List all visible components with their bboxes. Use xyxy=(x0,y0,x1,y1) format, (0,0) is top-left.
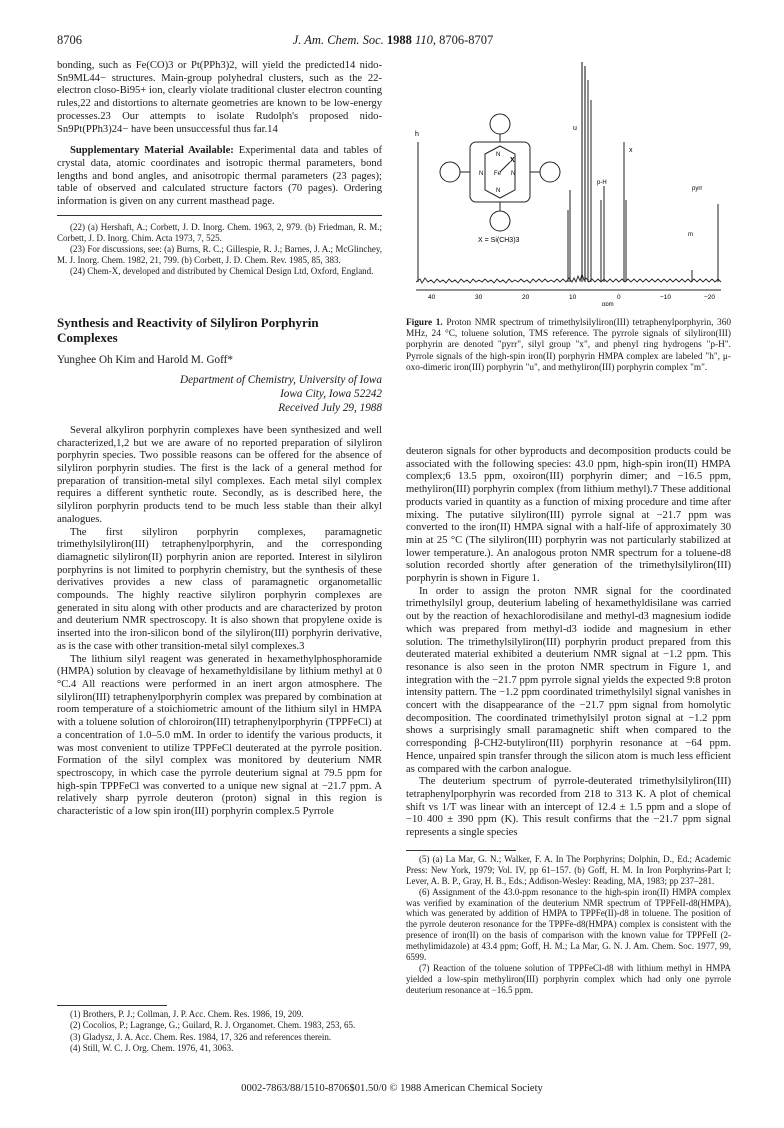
reference: (22) (a) Hershaft, A.; Corbett, J. D. Inorg. Chem. 1963, 2, 979. (b) Friedman, R. M.; Corbett, J. D. Inorg. Chim. Acta 1973, 7, 525. xyxy=(57,221,382,243)
reference: (2) Cocolios, P.; Lagrange, G.; Guilard, R. J. Organomet. Chem. 1983, 253, 65. xyxy=(70,1020,356,1031)
received-date: Received July 29, 1988 xyxy=(278,402,382,415)
copyright-footer: 0002-7863/88/1510-8706$01.50/0 © 1988 American Chemical Society xyxy=(241,1083,543,1094)
article-title: Synthesis and Reactivity of Silyliron Porphyrin Complexes xyxy=(57,314,319,346)
journal-pages: 8706-8707 xyxy=(439,33,494,47)
x-axis-ticks xyxy=(428,294,715,301)
journal-volume: 110, xyxy=(415,33,436,47)
label-h: h xyxy=(415,131,419,138)
journal-name: J. Am. Chem. Soc. xyxy=(292,33,384,47)
supplementary-material xyxy=(57,145,382,209)
divider xyxy=(57,215,382,216)
reference: (3) Gladysz, J. A. Acc. Chem. Res. 1984, 17, 326 and references therein. xyxy=(70,1031,332,1042)
running-header xyxy=(57,33,729,53)
label-u: u xyxy=(573,125,577,132)
tick-label: −20 xyxy=(704,294,716,301)
divider xyxy=(406,850,516,851)
label-m: m xyxy=(688,232,693,238)
divider xyxy=(57,1005,167,1006)
tick-label: 30 xyxy=(475,294,483,301)
figure-caption xyxy=(406,318,731,374)
affiliation xyxy=(57,374,382,401)
phenyl-ring xyxy=(540,162,560,182)
n-atom: N xyxy=(496,188,501,194)
right-column xyxy=(406,446,731,840)
journal-year: 1988 xyxy=(386,33,412,47)
nmr-spectrum xyxy=(406,60,731,306)
tick-label: 10 xyxy=(569,294,577,301)
references-top xyxy=(57,222,382,277)
body-paragraph: deuteron signals for other byproducts and decomposition products could be associated with the following species: 43.0 ppm, high-spin iron(II) HMPA complex;6 13.5 ppm, oxoiron(III) porphyrin dimer; and −16.5 ppm, methyliron(III) porphyrin complex (from lithium methyl).7 These additional products varied in quantity as a function of mixing procedure and time after mixing. The putative silyliron(III) pyrrole signal at −21.7 ppm was converted to the iron(II) HMPA signal with a half-life of approximately 30 min at 25 °C (The silyliron(III) porphyrin was not particularly stabilized at lower temperature.). An analogous proton NMR spectrum for a toluene-d8 solution recorded shortly after generation of the trimethylsilyliron(III) porphyrin is shown in Figure 1. xyxy=(406,446,731,585)
tick-label: −10 xyxy=(660,294,672,301)
supplementary-text: Experimental data and tables of crystal data, atomic coordinates and isotropic thermal parameters, bond lengths and bond angles, and anisotropic thermal parameters (23 pages); table of observed and calculated structure factors (70 pages). Ordering information is given on any current masthead page. xyxy=(57,145,382,208)
label-ph: p-H xyxy=(597,180,607,186)
body-paragraph: Several alkyliron porphyrin complexes have been synthesized and well characterized,1,2 but we are aware of no reported preparation of silyliron porphyrin species. Two possible reasons can be offered for the absence of silyliron porphyrin studies. The first is the lack of a general method for preparation of transition-metal silyl complexes. Each metal silyl complex requires a different synthetic route. Secondly, as is described here, the silyliron porphyrin products tend to be much less stable than their alkyl analogues. xyxy=(57,424,382,525)
tick-label: 40 xyxy=(428,294,436,301)
n-atom: N xyxy=(496,152,501,158)
body-paragraph: The deuterium spectrum of pyrrole-deuterated trimethylsilyliron(III) tetraphenylporphyrin was recorded from 218 to 313 K. A plot of chemical shift vs 1/T was linear with an intercept of 12.4 ± 1.5 ppm and a slope of −10 400 ± 390 ppm (K). This result confirms that the −21.7 ppm signal represents a single species xyxy=(406,776,731,839)
x-substituent: X = Si(CH3)3 xyxy=(478,237,520,244)
body-paragraph: The first silyliron porphyrin complexes, paramagnetic trimethylsilyliron(III) tetraphenylporphyrin, and the corresponding diamagnetic silyliron(II) porphyrin anion are reported. Interest in silyliron porphyrins is not limited to porphyrin chemistry, but the synthesis of these derivatives provides a new class of paramagnetic organometallic compounds. The highly reactive silyliron porphyrin complexes are generated in situ along with other products and are characterized by proton and deuterium NMR spectroscopy. It is also shown that propylene oxide is inserted into the iron-silicon bond of the silyliron(III) porphyrin derivative, as is the case with other transition-metal silyl complexes.3 xyxy=(57,526,382,652)
supplementary-title: Supplementary Material Available: xyxy=(70,145,234,157)
axis-unit: ppm xyxy=(602,302,614,306)
n-atom: N xyxy=(479,171,484,177)
tick-label: 0 xyxy=(617,294,621,301)
reference: (5) (a) La Mar, G. N.; Walker, F. A. In The Porphyrins; Dolphin, D., Ed.; Academic Press: New York, 1979; Vol. IV, pp 61–157. (b) Goff, H. M. In Iron Porphyrins-Part I; Lever, A. B. P., Gray, H. B., Eds.; Addison-Wesley: Reading, MA, 1983; pp 237–281. xyxy=(406,854,731,886)
references-right xyxy=(406,850,731,996)
fe-atom: Fe xyxy=(494,171,502,177)
phenyl-ring xyxy=(440,162,460,182)
page-number: 8706 xyxy=(57,33,82,47)
n-atom: N xyxy=(511,171,516,177)
label-pyrr: pyrr xyxy=(692,186,703,192)
figure-label: Figure 1. xyxy=(406,318,443,328)
reference: (1) Brothers, P. J.; Collman, J. P. Acc. Chem. Res. 1986, 19, 209. xyxy=(70,1009,304,1019)
x-atom: X xyxy=(510,157,515,164)
journal-citation xyxy=(57,33,729,48)
references-bottom-left xyxy=(57,1005,382,1054)
reference: (4) Still, W. C. J. Org. Chem. 1976, 41, 3063. xyxy=(70,1042,234,1053)
reference: (6) Assignment of the 43.0-ppm resonance to the high-spin iron(II) HMPA complex was verified by examination of the deuterium NMR spectrum of TPPFeII-d8(HMPA), which was generated by addition of HMPA to TPPFe(II)-d8 in toluene. The position of the pyrrole deuteron resonance for the TPPFe-d8(HMPA) complex is consistent with the presence of iron(II) on the basis of comparison with the known value for TPPFeII (2-methylimidazole) at 43.4 ppm; Goff, H. M.; La Mar, G. N. J. Am. Chem. Soc. 1977, 99, 6599. xyxy=(406,886,731,962)
body-paragraph: The lithium silyl reagent was generated in hexamethylphosphoramide (HMPA) solution by cleavage of hexamethyldisilane by lithium methyl at 0 °C.4 All reactions were performed in an inert argon atmosphere. The silyliron(III) tetraphenylporphyrin complex was prepared by combination at room temperature of a stoichiometric amount of the lithium silyl in HMPA with a toluene solution of chloroiron(III) tetraphenylporphyrin (TPPFeCl) at a concentration of 1.0–5.0 mM. In order to identify the various products, it was most convenient to utilize TPPFeCl deuterated at the pyrrole position. Formation of the silyl complex was monitored by deuterium NMR spectroscopy, in which case the pyrrole deuterium signal at 79.5 ppm for high-spin TPPFeCl was converted to a unique new signal at −21.7 ppm. A relatively sharp pyrrole deuteron (proton) signal in this region is characteristic of a low spin iron(III) porphyrin complex.5 Pyrrole xyxy=(57,653,382,818)
phenyl-ring xyxy=(490,211,510,231)
left-column xyxy=(57,60,382,819)
reference: (7) Reaction of the toluene solution of TPPFeCl-d8 with lithium methyl in HMPA yielded a low-spin methyliron(III) porphyrin complex which had only one pyrrole deuterium resonance at −16.5 ppm. xyxy=(406,962,731,995)
affiliation-line: Iowa City, Iowa 52242 xyxy=(280,387,382,400)
nmr-spectrum-figure xyxy=(406,60,731,306)
body-paragraph: In order to assign the proton NMR signal for the coordinated trimethylsilyl group, deuterium labeling of hexamethyldisilane was carried out by the reaction of hexachlorodisilane and methyl-d3 magnesium iodide which was prepared from methyl-d3 iodide and magnesium in ether solution. The trimethylsilyliron(III) porphyrin product prepared from this deuterated material exhibited a deuterium NMR signal at −1.2 ppm. This resonance is also seen in the proton NMR spectrum in Figure 1, and integration with the −21.7 ppm pyrrole signal yields the expected 9:8 proton intensity pattern. The −1.2 ppm coordinated trimethylsilyl signal vanishes in concert with the disappearance of the −21.7 ppm signal from homolytic decomposition. The coordinated trimethylsilyl proton signal at −1.2 ppm shows a surprisingly small paramagnetic shift when compared to the corresponding β-CH2-butyliron(III) porphyrin resonance at −64 ppm. Hence, unpaired spin transfer through the silicon atom is much less efficient as compared with the carbon analogue. xyxy=(406,585,731,775)
intro-paragraph: bonding, such as Fe(CO)3 or Pt(PPh3)2, will yield the predicted14 nido-Sn9ML44− structures. Main-group polyhedral clusters, such as the 22-electron closo-Bi95+ ion, clearly violate traditional cluster electron counting rules,22 and distortions to alternate geometries are known to be low-energy processes.23 Our attempts to isolate Rudolph's proposed nido-Sn9Pt(PPh3)24− have been unsuccessful thus far.14 xyxy=(57,60,382,135)
affiliation-line: Department of Chemistry, University of Iowa xyxy=(180,374,382,387)
reference: (23) For discussions, see: (a) Burns, R. C.; Gillespie, R. J.; Barnes, J. A.; McGlinchey, M. J. Inorg. Chem. 1982, 21, 799. (b) Corbett, J. D. Chem. Rev. 1985, 85, 383. xyxy=(57,243,382,265)
tick-label: 20 xyxy=(522,294,530,301)
caption-text: Proton NMR spectrum of trimethylsilyliron(III) tetraphenylporphyrin, 360 MHz, 24 °C, toluene solution, TMS reference. The pyrrole signals of silyliron(III) porphyrin are denoted "pyrr", silyl group "x", and phenyl ring hydrogens "p-H". Pyrrole signals of the high-spin iron(II) porphyrin HMPA complex are labeled "h", μ-oxo-dimeric iron(III) porphyrin "u", and methyliron(III) porphyrin complex "m". xyxy=(406,318,731,373)
label-x: x xyxy=(629,147,633,154)
phenyl-ring xyxy=(490,114,510,134)
authors: Yunghee Oh Kim and Harold M. Goff* xyxy=(57,353,233,366)
reference: (24) Chem-X, developed and distributed by Chemical Design Ltd, Oxford, England. xyxy=(70,265,374,276)
